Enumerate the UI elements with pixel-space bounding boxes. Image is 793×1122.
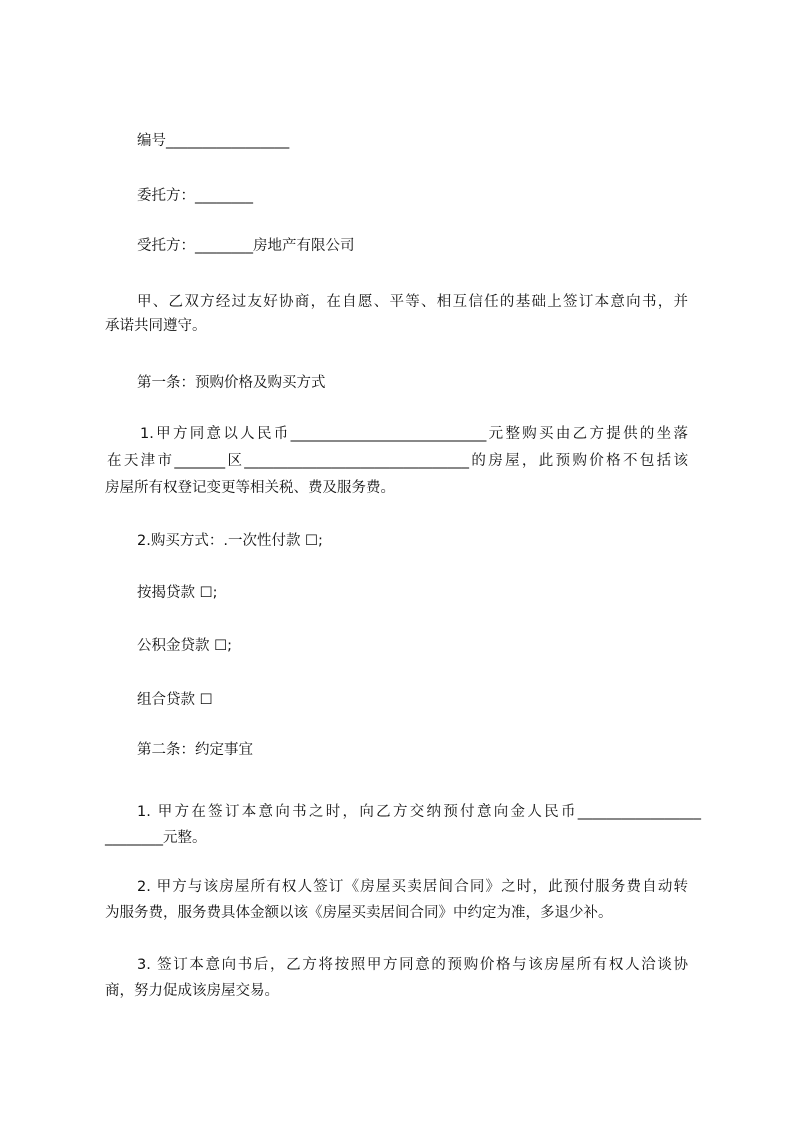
contract-number: 编号_________________ (137, 133, 290, 149)
option-mortgage: 按揭贷款 ☐; (137, 585, 218, 601)
article-1-item-1-line-3: 房屋所有权登记变更等相关税、费及服务费。 (105, 480, 395, 496)
article-2-item-1-line-2: ________元整。 (105, 830, 207, 846)
intro-line-2: 承诺共同遵守。 (105, 318, 207, 334)
article-2-item-3-line-1: 3. 签订本意向书后，乙方将按照甲方同意的预购价格与该房屋所有权人洽谈协 (137, 957, 688, 973)
agent-party: 受托方：________房地产有限公司 (137, 238, 355, 254)
option-combined-loan: 组合贷款 ☐ (137, 692, 213, 708)
article-2-item-3-line-2: 商，努力促成该房屋交易。 (105, 983, 279, 999)
article-2-item-2-line-1: 2. 甲方与该房屋所有权人签订《房屋买卖居间合同》之时，此预付服务费自动转 (137, 879, 688, 895)
article-1-item-1-line-1: 1.甲方同意以人民币___________________________元整购买由乙方提供的坐落 (140, 426, 688, 442)
article-2-title: 第二条：约定事宜 (137, 742, 253, 758)
article-1-item-1-line-2: 在天津市_______区_______________________________的房屋，此预购价格不包括该 (107, 453, 688, 469)
article-2-item-1-line-1: 1. 甲方在签订本意向书之时，向乙方交纳预付意向金人民币_________________ (137, 804, 701, 820)
client-party: 委托方：________ (137, 188, 253, 204)
article-1-item-2: 2.购买方式：.一次性付款 ☐; (137, 533, 323, 549)
intro-line-1: 甲、乙双方经过友好协商，在自愿、平等、相互信任的基础上签订本意向书，并 (137, 294, 688, 310)
article-1-title: 第一条：预购价格及购买方式 (137, 375, 326, 391)
option-provident-fund: 公积金贷款 ☐; (137, 638, 232, 654)
article-2-item-2-line-2: 为服务费，服务费具体金额以该《房屋买卖居间合同》中约定为准，多退少补。 (105, 905, 613, 921)
